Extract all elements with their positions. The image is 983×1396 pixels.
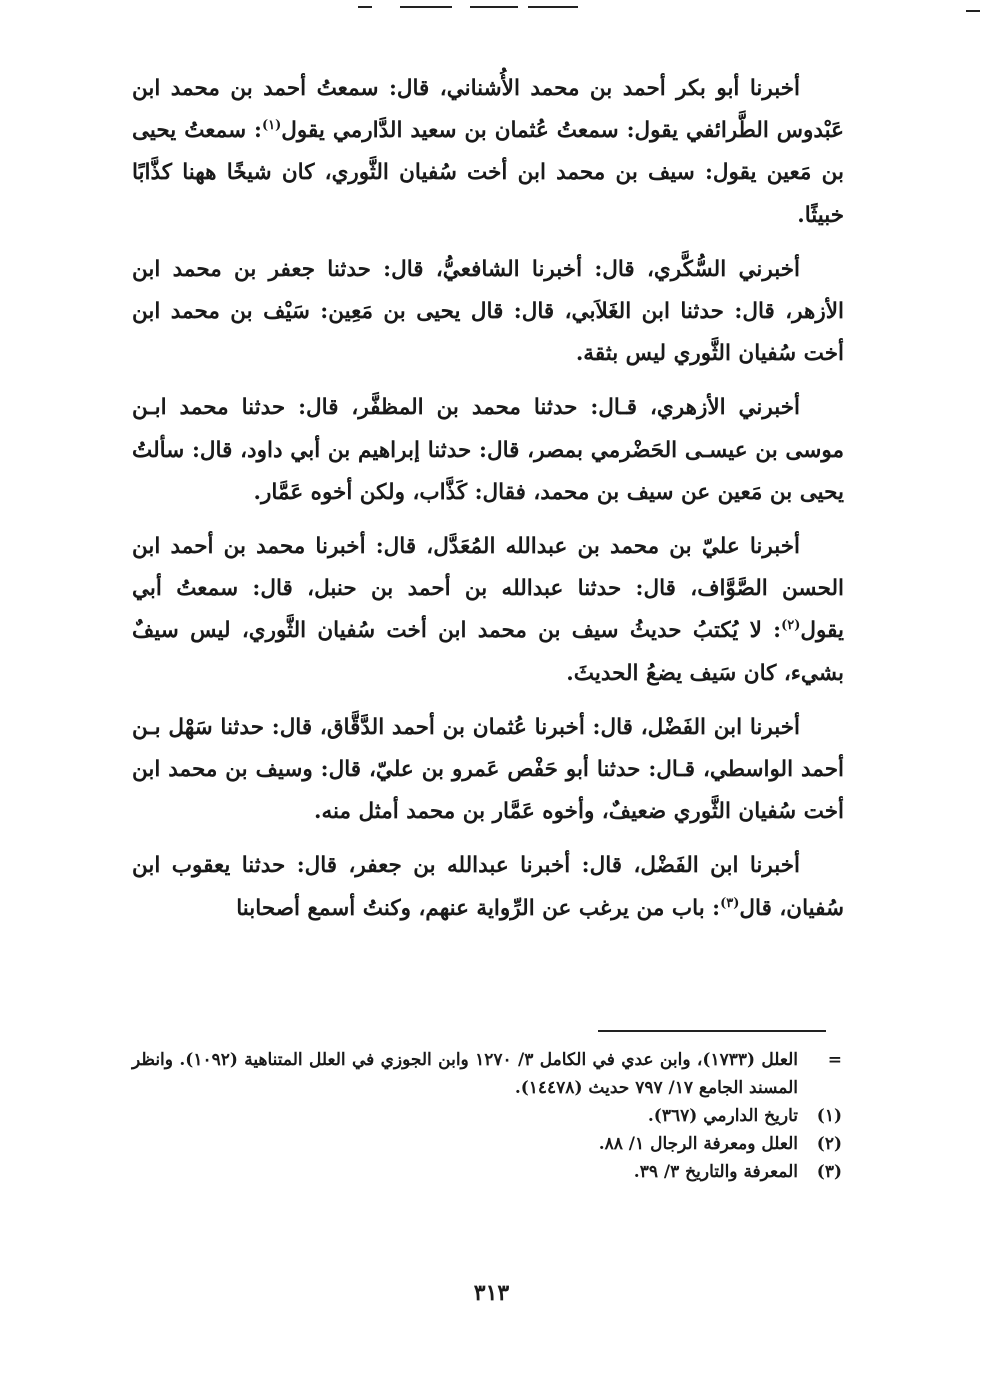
footnote-ref: (٣) xyxy=(720,895,740,911)
footnote-marker: = xyxy=(827,1050,842,1070)
paragraph: أخبرنا ابن الفَضْل، قال: أخبرنا عُثمان بن أحمد الدَّقَّاق، قال: حدثنا سَهْل بـن أحمد الواسطي، قـال: حدثنا أبو حَفْص عَمرو بن عليّ، قال: وسيف بن محمد ابن أخت سُفيان الثَّوري ضعيفٌ، وأخوه عَمَّار بن محمد أمثل منه. xyxy=(132,714,844,825)
footnotes xyxy=(132,1046,842,1186)
footnote-ref: (١) xyxy=(262,118,282,134)
scan-artifact-top xyxy=(528,6,578,8)
paragraph: أخبرني السُّكَّري، قال: أخبرنا الشافعيُّ، قال: حدثنا جعفر بن محمد ابن الأزهر، قال: حدثنا ابن الغَلاَبي، قال: قال يحيى بن مَعِين: سَيْف بن محمد ابن أخت سُفيان الثَّوري ليس بثقة. xyxy=(132,256,844,367)
footnote-text: تاريخ الدارمي (٣٦٧). xyxy=(647,1106,798,1126)
footnote xyxy=(132,1102,842,1130)
footnote-marker: (١) xyxy=(816,1106,842,1126)
footnote-marker: (٢) xyxy=(816,1134,842,1154)
page-number: ٣١٣ xyxy=(473,1280,510,1306)
paragraph: أخبرني الأزهري، قـال: حدثنا محمد بن المظفَّر، قال: حدثنا محمد ابـن موسى بن عيسـى الحَضْرمي بمصر، قال: حدثنا إبراهيم بن أبي داود، قال: سألتُ يحيى بن مَعين عن سيف بن محمد، فقال: كَذَّاب، ولكن أخوه عَمَّار. xyxy=(132,395,844,505)
paragraph: أخبرنا ابن الفَضْل، قال: أخبرنا عبدالله بن جعفر، قال: حدثنا يعقوب ابن سُفيان، قال$^{(٣)}$: باب من يرغب عن الرِّواية عنهم، وكنتُ أسمع أصحابنا xyxy=(132,853,844,921)
footnote-ref: (٢) xyxy=(781,618,801,634)
footnote-separator xyxy=(598,1030,826,1032)
paragraph: أخبرنا عليّ بن محمد بن عبدالله المُعَدَّل، قال: أخبرنا محمد بن أحمد ابن الحسن الصَّوَّاف، قال: حدثنا عبدالله بن أحمد بن حنبل، قال: سمعتُ أبي يقول$^{(٢)}$: لا يُكتبُ حديثُ سيف بن محمد ابن أخت سُفيان الثَّوري، ليس سيفٌ بشيء، كان سَيف يضعُ الحديثَ. xyxy=(132,534,844,686)
footnote-marker: (٣) xyxy=(816,1162,842,1182)
main-text xyxy=(132,68,844,942)
footnote-text: العلل (١٧٣٣)، وابن عدي في الكامل ٣/ ١٢٧٠ وابن الجوزي في العلل المتناهية (١٠٩٢). وانظر المسند الجامع ١٧/ ٧٩٧ حديث (١٤٤٧٨). xyxy=(132,1050,798,1098)
footnote-text: العلل ومعرفة الرجال ١/ ٨٨. xyxy=(598,1134,798,1154)
scan-artifact-corner xyxy=(966,10,980,12)
footnote-text: المعرفة والتاريخ ٣/ ٣٩. xyxy=(633,1162,798,1182)
scan-artifact-top xyxy=(400,6,452,8)
scan-artifact-top xyxy=(470,6,518,8)
footnote xyxy=(132,1158,842,1186)
paragraph: أخبرنا أبو بكر أحمد بن محمد الأُشناني، قال: سمعتُ أحمد بن محمد ابن عَبْدوس الطَّرائفي يقول: سمعتُ عُثمان بن سعيد الدَّارمي يقول$^{(١)}$: سمعتُ يحيى بن مَعين يقول: سيف بن محمد ابن أخت سُفيان الثَّوري، كان شيخًا ههنا كذَّابًا خبيثًا. xyxy=(132,76,844,228)
scan-artifact-top xyxy=(358,6,372,8)
footnote xyxy=(132,1130,842,1158)
footnote xyxy=(132,1046,842,1102)
